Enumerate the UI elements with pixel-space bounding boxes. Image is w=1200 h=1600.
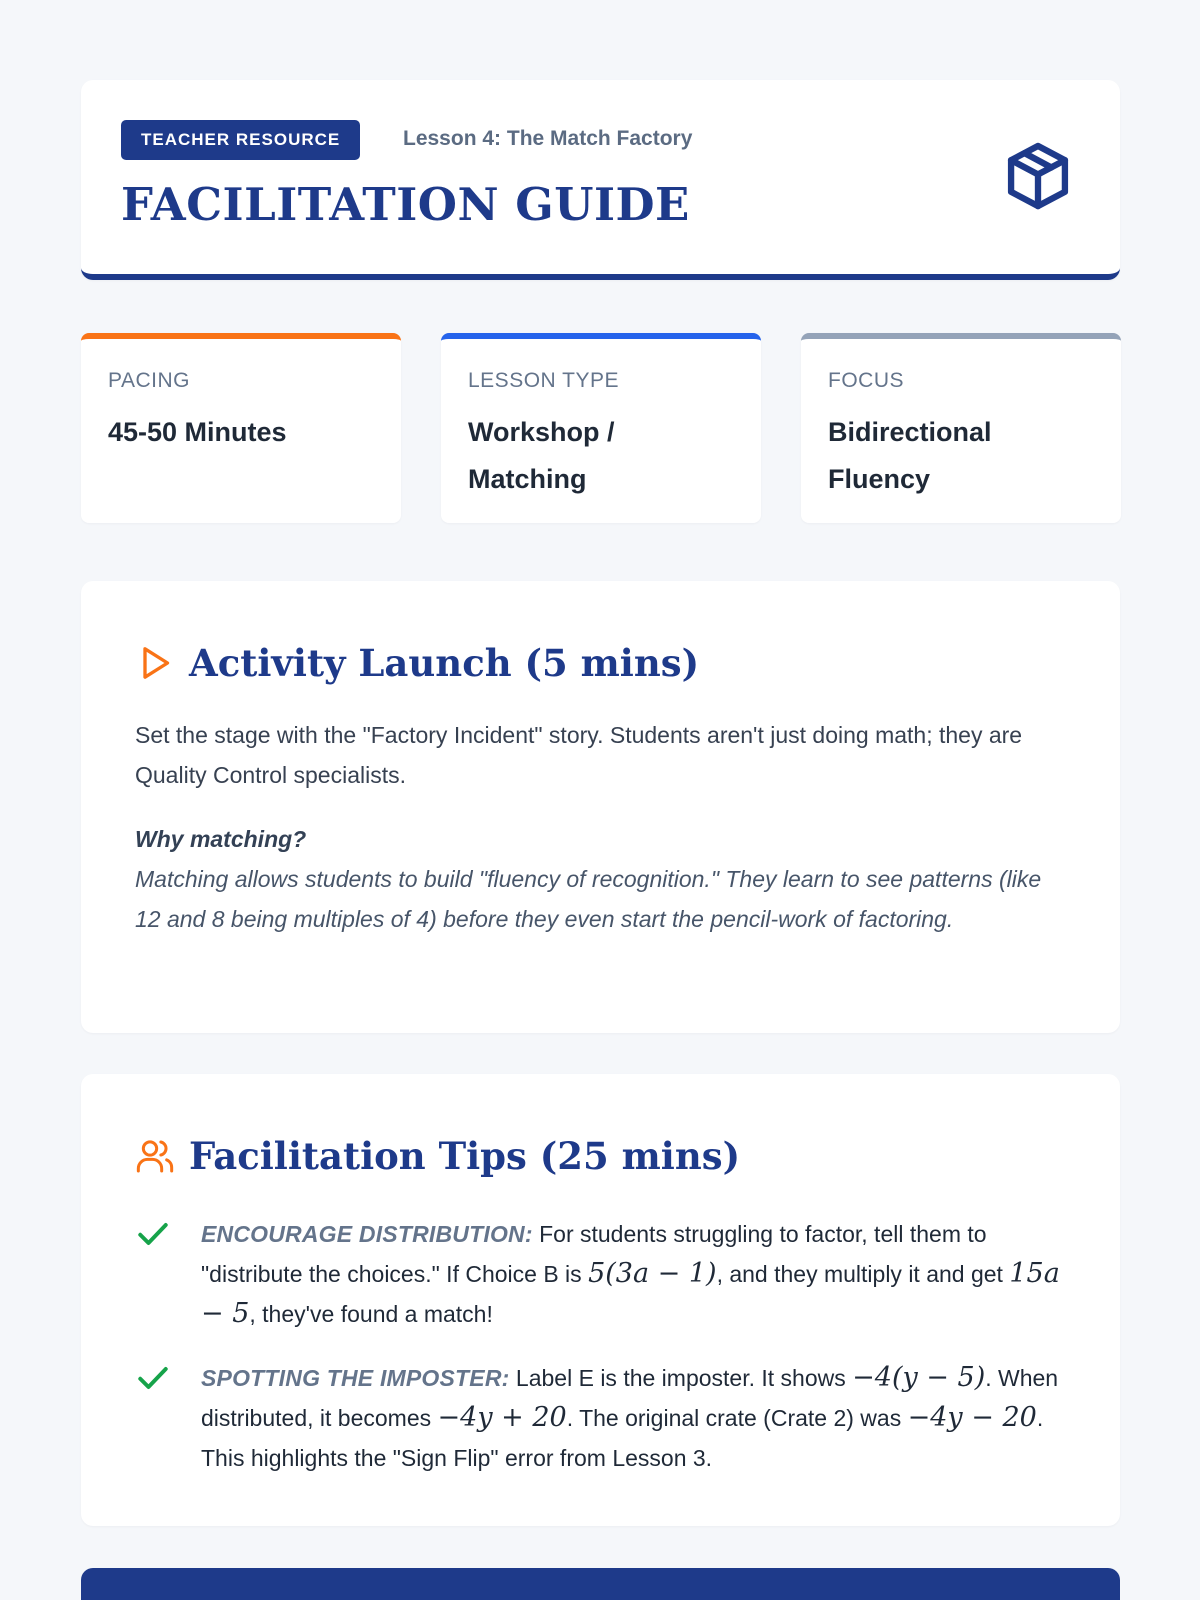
stat-value: Workshop / Matching	[468, 417, 615, 494]
tip-text-part: . This highlights the "Sign Flip" error from Lesson 3.	[201, 1405, 1044, 1471]
section-header	[135, 1126, 1066, 1186]
users-icon	[135, 1136, 175, 1176]
launch-intro: Set the stage with the "Factory Incident" story. Students aren't just doing math; they are Quality Control specialists.	[135, 722, 1023, 788]
stat-label: LESSON TYPE	[468, 369, 620, 392]
box-icon	[1000, 138, 1076, 214]
math-expression: −4y + 20	[437, 1402, 567, 1433]
section-title: Activity Launch (5 mins)	[189, 641, 700, 685]
play-icon	[135, 643, 175, 683]
tip-text	[201, 1358, 1066, 1478]
lesson-label: Lesson 4: The Match Factory	[403, 127, 693, 150]
math-expression: −4(y − 5)	[852, 1362, 986, 1393]
math-expression: −4y − 20	[907, 1402, 1037, 1433]
bottom-banner	[81, 1568, 1120, 1600]
math-expression: 15a − 5	[201, 1258, 1060, 1329]
resource-badge: TEACHER RESOURCE	[121, 120, 360, 160]
list-item	[135, 1214, 1066, 1334]
stat-lesson-type	[441, 333, 761, 523]
stat-value: Bidirectional Fluency	[828, 417, 992, 494]
list-item	[135, 1358, 1066, 1478]
why-matching-text: Matching allows students to build "fluency of recognition." They learn to see patterns (like 12 and 8 being multiples of 4) before they even start the pencil-work of factoring.	[135, 866, 1042, 932]
why-matching-heading: Why matching?	[135, 826, 307, 852]
tip-text	[201, 1214, 1066, 1334]
check-icon	[135, 1216, 171, 1252]
tip-text-part: . The original crate (Crate 2) was	[566, 1405, 908, 1431]
stat-pacing	[81, 333, 401, 523]
stat-label: PACING	[108, 369, 190, 392]
check-icon	[135, 1360, 171, 1396]
activity-launch-card	[81, 581, 1120, 1033]
tip-text-part: , and they multiply it and get	[716, 1261, 1010, 1287]
tips-list	[135, 1214, 1066, 1478]
tip-text-part: For students struggling to factor, tell them to "distribute the choices." If Choice B is	[201, 1221, 987, 1287]
stat-label: FOCUS	[828, 369, 904, 392]
tip-label: SPOTTING THE IMPOSTER:	[201, 1365, 510, 1391]
page-title: FACILITATION GUIDE	[121, 178, 690, 231]
stat-focus	[801, 333, 1121, 523]
header-card	[81, 80, 1120, 280]
math-expression: 5(3a − 1)	[588, 1258, 717, 1289]
tip-text-part: , they've found a match!	[249, 1301, 493, 1327]
tip-text-part: . When distributed, it becomes	[201, 1365, 1059, 1431]
stats-row	[81, 333, 1120, 523]
section-title: Facilitation Tips (25 mins)	[189, 1134, 741, 1178]
stat-value: 45-50 Minutes	[108, 417, 287, 447]
page	[81, 80, 1120, 1471]
tip-text-part: Label E is the imposter. It shows	[509, 1365, 853, 1391]
section-header	[135, 633, 1066, 693]
tip-label: ENCOURAGE DISTRIBUTION:	[201, 1221, 533, 1247]
facilitation-tips-card	[81, 1074, 1120, 1526]
